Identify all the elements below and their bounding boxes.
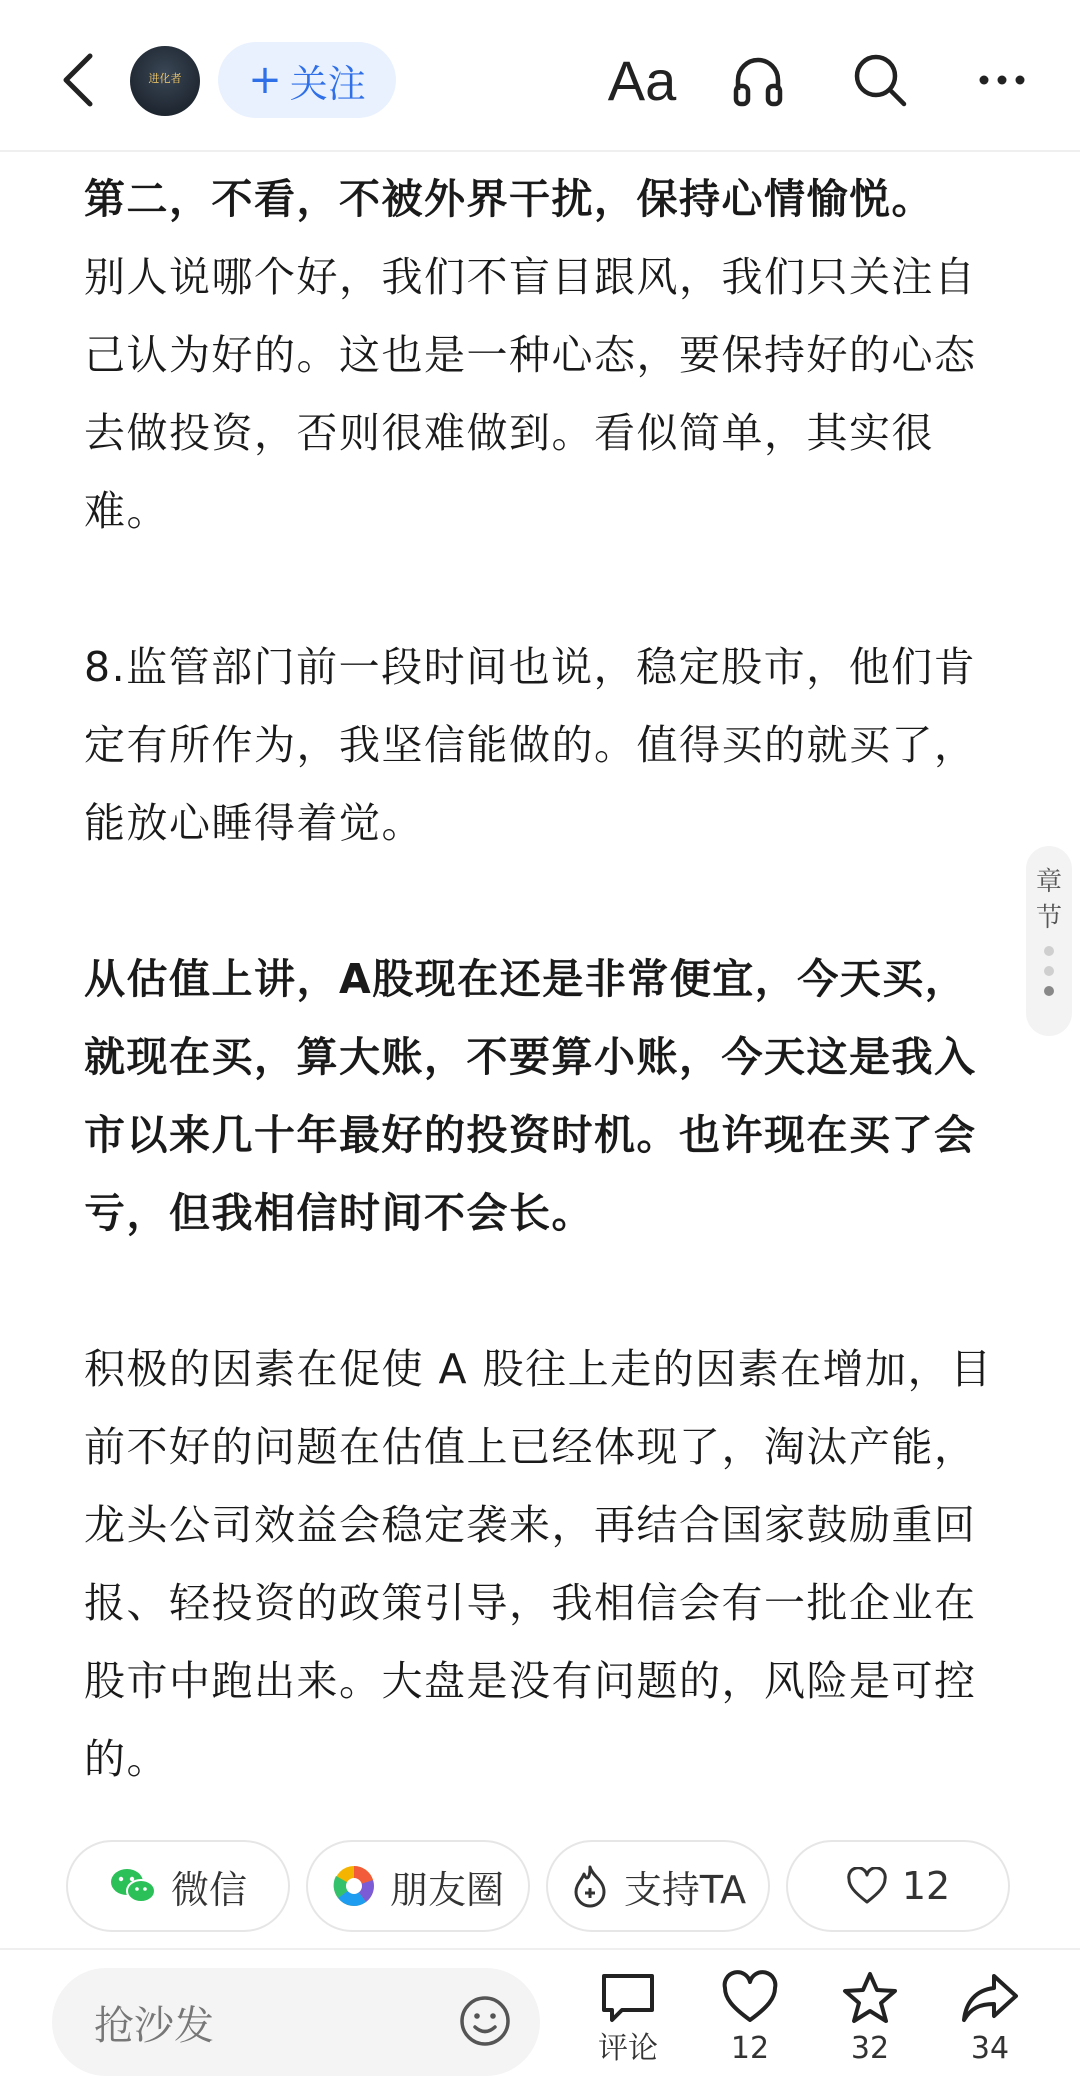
support-button[interactable] — [546, 1840, 770, 1932]
wechat-icon — [109, 1866, 157, 1906]
article-body — [84, 160, 1004, 1876]
avatar-text: 进化者 — [148, 72, 182, 85]
moments-icon — [332, 1864, 376, 1908]
font-size-icon[interactable]: Aa — [607, 48, 677, 112]
comment-label: 评论 — [598, 2031, 658, 2066]
share-icon — [960, 1970, 1020, 2026]
share-action[interactable] — [940, 1970, 1040, 2066]
follow-button[interactable] — [218, 42, 396, 118]
top-bar — [0, 0, 1080, 152]
paragraph: 从估值上讲，A股现在还是非常便宜，今天买，就现在买，算大账，不要算小账，今天这是我入市以来几十年最好的投资时机。也许现在买了会亏，但我相信时间不会长。 — [84, 955, 977, 1237]
share-wechat-button[interactable] — [66, 1840, 290, 1932]
chapter-nav[interactable] — [1026, 846, 1072, 1036]
heart-icon — [720, 1970, 780, 2026]
like-count: 12 — [901, 1864, 951, 1908]
more-icon[interactable] — [964, 42, 1040, 118]
star-icon — [840, 1970, 900, 2026]
like-button[interactable] — [786, 1840, 1010, 1932]
emoji-icon[interactable] — [458, 1994, 512, 2058]
author-avatar[interactable] — [130, 46, 200, 116]
back-icon[interactable] — [52, 50, 112, 110]
comment-placeholder: 抢沙发 — [94, 2002, 214, 2049]
chapter-dot — [1044, 946, 1054, 956]
bottom-bar — [0, 1948, 1080, 2099]
share-moments-button[interactable] — [306, 1840, 530, 1932]
search-icon[interactable] — [842, 42, 918, 118]
share-moments-label: 朋友圈 — [389, 1867, 504, 1912]
comment-icon — [598, 1970, 658, 2026]
paragraph: 第二，不看，不被外界干扰，保持心情愉悦。 — [84, 175, 934, 223]
paragraph: 积极的因素在促使 A 股往上走的因素在增加，目前不好的问题在估值上已经体现了，淘汰产能，龙头公司效益会稳定袭来，再结合国家鼓励重回报、轻投资的政策引导，我相信会有一批企业在股市中跑出来。大盘是没有问题的，风险是可控的。 — [84, 1345, 993, 1783]
share-wechat-label: 微信 — [170, 1867, 247, 1912]
follow-label: 关注 — [289, 61, 366, 106]
favorite-action[interactable] — [820, 1970, 920, 2066]
comment-input[interactable] — [52, 1968, 540, 2076]
flame-icon — [570, 1864, 610, 1908]
like-count: 12 — [730, 2031, 770, 2066]
paragraph: 别人说哪个好，我们不盲目跟风，我们只关注自己认为好的。这也是一种心态，要保持好的心态去做投资，否则很难做到。看似简单，其实很难。 — [84, 253, 977, 535]
chapter-label: 章节 — [1036, 867, 1063, 933]
share-row — [66, 1840, 1014, 1932]
support-label: 支持TA — [623, 1867, 747, 1912]
headphones-icon[interactable] — [720, 42, 796, 118]
plus-icon: + — [248, 57, 282, 103]
chapter-dot — [1044, 966, 1054, 976]
paragraph: 8.监管部门前一段时间也说，稳定股市，他们肯定有所作为，我坚信能做的。值得买的就买了，能放心睡得着觉。 — [84, 643, 977, 847]
like-action[interactable] — [700, 1970, 800, 2066]
share-count: 34 — [970, 2031, 1010, 2066]
chapter-dot-active — [1044, 986, 1054, 996]
comment-action[interactable] — [578, 1970, 678, 2066]
favorite-count: 32 — [850, 2031, 890, 2066]
heart-icon — [846, 1867, 888, 1905]
